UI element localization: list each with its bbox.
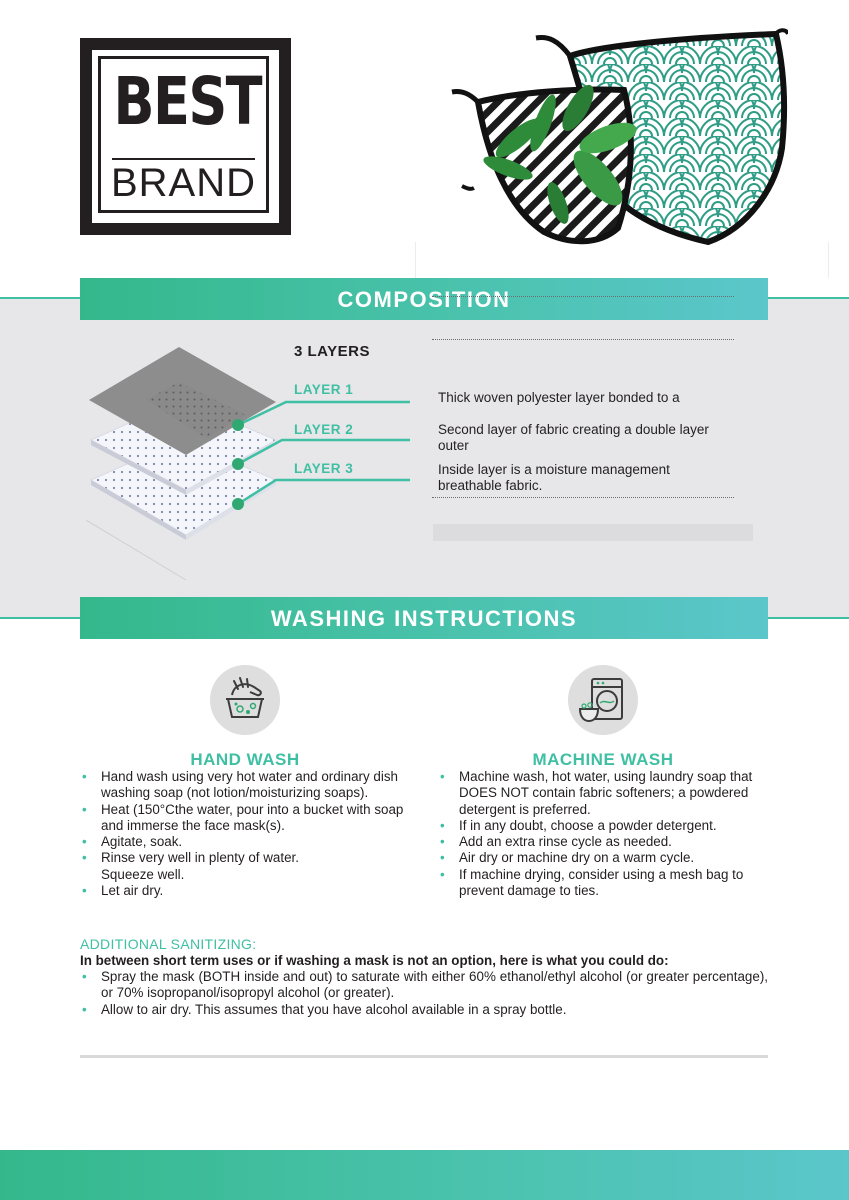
list-item: • Heat (150°Cthe water, pour into a bucket with soap and immerse the face mask(s). — [80, 802, 410, 835]
dotted-divider — [432, 296, 734, 297]
layers-title: 3 LAYERS — [294, 343, 370, 360]
list-item: • Agitate, soak. — [80, 834, 410, 850]
hand-wash-icon — [210, 665, 280, 735]
list-item: • Rinse very well in plenty of water. Squeeze well. — [80, 850, 341, 883]
list-item: • If machine drying, consider using a mesh bag to prevent damage to ties. — [438, 867, 778, 900]
dotted-divider — [432, 497, 734, 498]
list-item: • Allow to air dry. This assumes that you have alcohol available in a spray bottle. — [80, 1002, 768, 1018]
list-item: • Add an extra rinse cycle as needed. — [438, 834, 778, 850]
washing-machine-icon — [568, 665, 638, 735]
layer-2-description: Second layer of fabric creating a double layer outer — [438, 422, 709, 453]
layer-1-description: Thick woven polyester layer bonded to a — [438, 390, 680, 405]
hand-wash-title: HAND WASH — [190, 750, 300, 769]
divider — [828, 242, 829, 278]
layer-1-label: LAYER 1 — [294, 382, 354, 397]
list-item: • Air dry or machine dry on a warm cycle. — [438, 850, 778, 866]
list-item: • If in any doubt, choose a powder detergent. — [438, 818, 778, 834]
sanitizing-title: ADDITIONAL SANITIZING: — [80, 936, 257, 952]
sanitizing-list — [80, 969, 768, 1018]
hand-wash-list — [80, 769, 410, 899]
fabric-layers-illustration — [86, 340, 416, 580]
machine-wash-title: MACHINE WASH — [532, 750, 674, 769]
layer-3-description: Inside layer is a moisture management breathable fabric. — [438, 462, 670, 493]
placeholder-bar — [433, 524, 753, 541]
logo-brand-text: BRAND — [110, 161, 257, 205]
face-masks-illustration — [448, 28, 788, 253]
layer-2-label: LAYER 2 — [294, 422, 354, 437]
divider — [415, 242, 416, 278]
list-item: • Let air dry. — [80, 883, 410, 899]
sanitizing-intro: In between short term uses or if washing a mask is not an option, here is what you could do: — [80, 953, 669, 968]
list-item: • Machine wash, hot water, using laundry soap that DOES NOT contain fabric softeners; a powdered detergent is preferred. — [438, 769, 778, 818]
list-item: • Hand wash using very hot water and ordinary dish washing soap (not lotion/moisturizing soaps). — [80, 769, 410, 802]
composition-header: COMPOSITION — [80, 278, 768, 320]
footer-bar — [0, 1150, 849, 1200]
dotted-divider — [432, 339, 734, 340]
washing-header: WASHING INSTRUCTIONS — [80, 597, 768, 639]
machine-wash-list — [438, 769, 778, 899]
logo-best-text: BEST — [113, 63, 261, 140]
bottom-divider — [80, 1055, 768, 1058]
layer-3-label: LAYER 3 — [294, 461, 354, 476]
list-item: • Spray the mask (BOTH inside and out) to saturate with either 60% ethanol/ethyl alcohol (or greater percentage), or 70% isopropanol/isopropyl alcohol (or greater). — [80, 969, 768, 1002]
